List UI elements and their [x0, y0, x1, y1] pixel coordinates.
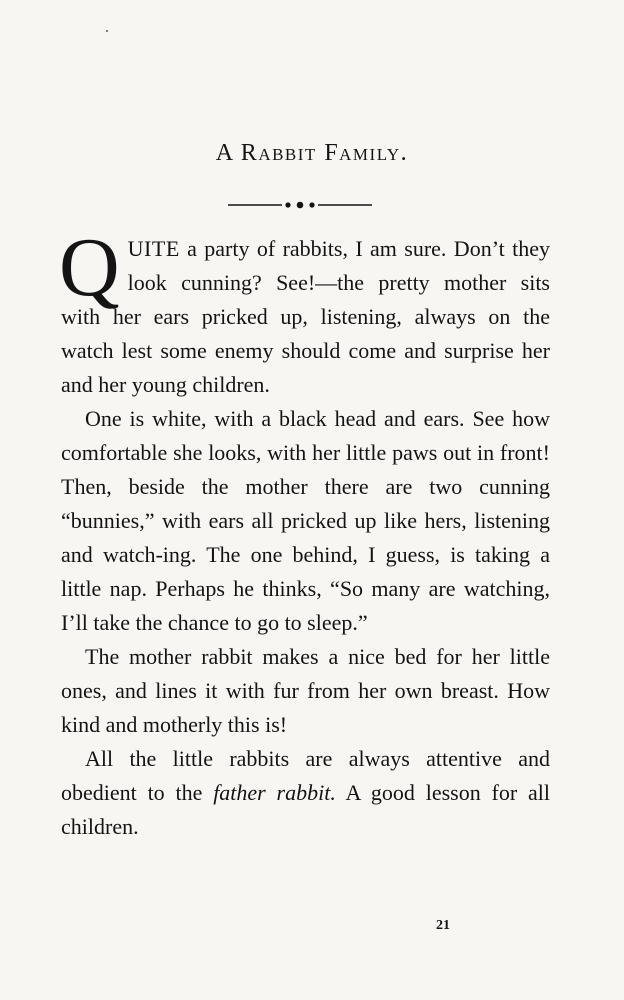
- ornament-dot: [297, 202, 304, 209]
- ornament-dot: [309, 202, 314, 207]
- paper-speck: [106, 30, 108, 32]
- ornament-dot: [285, 202, 290, 207]
- emphasis-text: father rabbit.: [213, 780, 336, 805]
- paragraph-text: All the little rabbits are always attentive and obedient to the: [61, 746, 550, 805]
- paragraph-text: a party of rabbits, I am sure. Don’t they look cunning? See!—the pretty mother sits with her ears pricked up, listening, always on the watch lest some enemy should come and surprise her and her young children.: [61, 236, 550, 397]
- paragraph-text: A good lesson for all children.: [61, 780, 550, 839]
- paragraph: The mother rabbit makes a nice bed for her little ones, and lines it with fur from her own breast. How kind and motherly this is!: [61, 644, 550, 737]
- paragraph: [61, 742, 550, 844]
- paragraph: One is white, with a black head and ears. See how comfortable she looks, with her little paws out in front! Then, beside the mother there are two cunning “bunnies,” with ears all pricked up like hers, listening and watch-ing. The one behind, I guess, is taking a little nap. Perhaps he thinks, “So many are watching, I’ll take the chance to go to sleep.”: [61, 406, 550, 635]
- page-title: A Rabbit Family.: [215, 140, 409, 166]
- drop-cap: Q: [59, 221, 120, 314]
- lead-word: UITE: [127, 236, 180, 261]
- ornament-divider: [228, 198, 372, 212]
- page-number: 21: [436, 918, 450, 933]
- body-text: [59, 221, 550, 844]
- paragraph: [59, 221, 550, 402]
